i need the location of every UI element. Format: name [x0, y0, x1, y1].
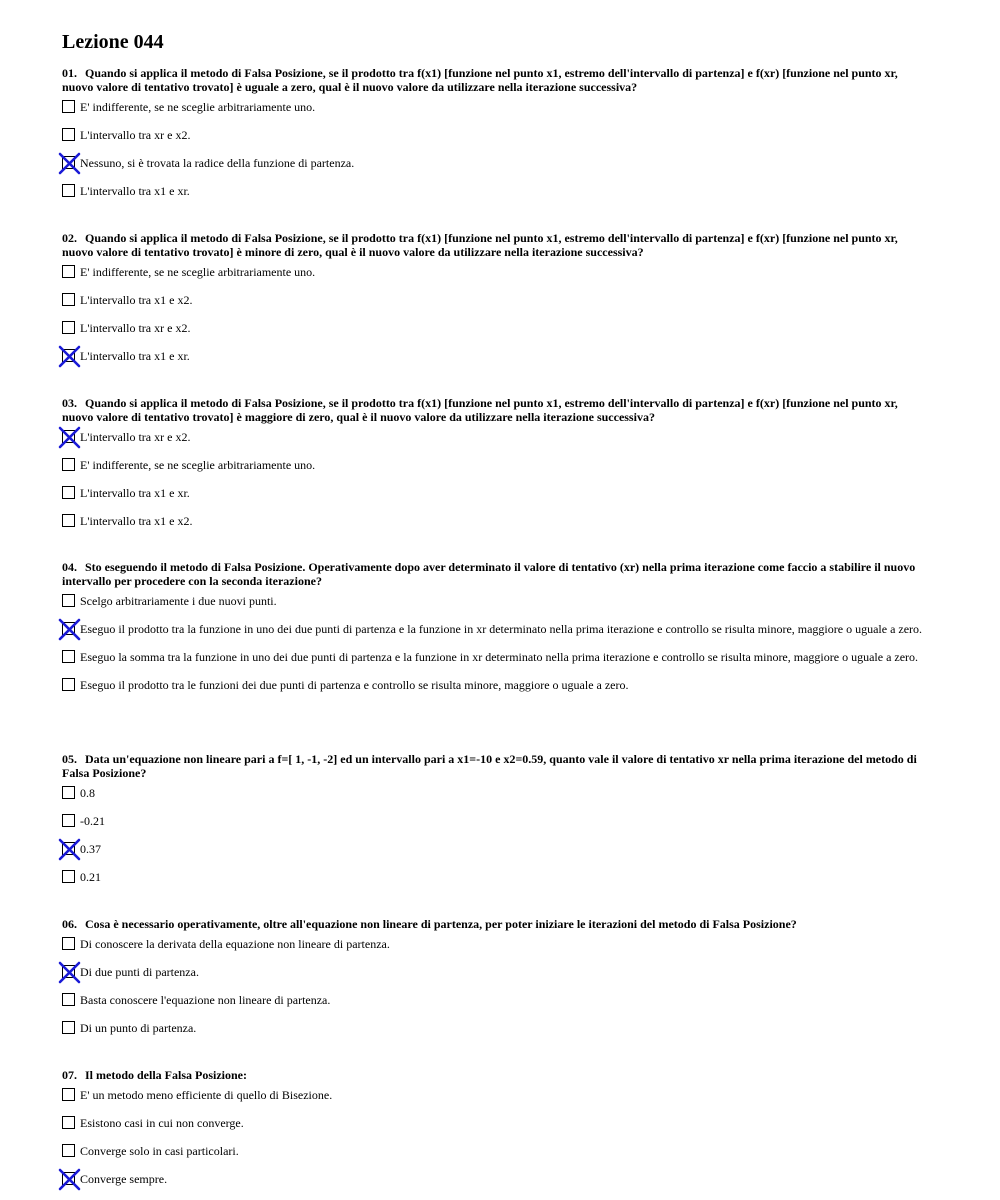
question-block	[62, 752, 932, 898]
answer-label: -0.21	[80, 814, 105, 828]
checked-checkbox[interactable]	[62, 156, 75, 169]
checkbox[interactable]	[62, 594, 75, 607]
x-mark-icon	[59, 427, 80, 448]
answer-option[interactable]	[62, 650, 932, 666]
question-prompt: Data un'equazione non lineare pari a f=[ 1, -1, -2] ed un intervallo pari a x1=-10 e x2=0.59, quanto vale il valore di tentativo xr nella prima iterazione del metodo di Falsa Posizione?	[62, 752, 917, 780]
answer-label: 0.8	[80, 786, 95, 800]
answer-option[interactable]	[62, 458, 932, 474]
answer-options	[62, 1088, 932, 1188]
checkbox[interactable]	[62, 1088, 75, 1101]
x-mark-icon	[59, 962, 80, 983]
checkbox[interactable]	[62, 937, 75, 950]
question-prompt: Quando si applica il metodo di Falsa Posizione, se il prodotto tra f(x1) [funzione nel punto x1, estremo dell'intervallo di partenza] e f(xr) [funzione nel punto xr, nuovo valore di tentativo trovato] è minore di zero, qual è il nuovo valore da utilizzare nella iterazione successiva?	[62, 231, 898, 259]
checkbox[interactable]	[62, 293, 75, 306]
question-prompt: Quando si applica il metodo di Falsa Posizione, se il prodotto tra f(x1) [funzione nel punto x1, estremo dell'intervallo di partenza] e f(xr) [funzione nel punto xr, nuovo valore di tentativo trovato] è maggiore di zero, qual è il nuovo valore da utilizzare nella iterazione successiva?	[62, 396, 898, 424]
question-block	[62, 231, 932, 377]
question-number: 05.	[62, 752, 77, 766]
answer-label: E' un metodo meno efficiente di quello di Bisezione.	[80, 1088, 333, 1102]
checkbox[interactable]	[62, 1021, 75, 1034]
checked-checkbox[interactable]	[62, 622, 75, 635]
checkbox[interactable]	[62, 486, 75, 499]
answer-option[interactable]	[62, 1144, 932, 1160]
checkbox[interactable]	[62, 1116, 75, 1129]
checked-checkbox[interactable]	[62, 1172, 75, 1185]
checkbox[interactable]	[62, 814, 75, 827]
answer-label: L'intervallo tra xr e x2.	[80, 321, 191, 335]
answer-option[interactable]	[62, 814, 932, 830]
checked-checkbox[interactable]	[62, 965, 75, 978]
question-prompt: Sto eseguendo il metodo di Falsa Posizione. Operativamente dopo aver determinato il valore di tentativo (xr) nella prima iterazione come faccio a stabilire il nuovo intervallo per procedere con la seconda iterazione?	[62, 560, 916, 588]
x-mark-icon	[59, 619, 80, 640]
answer-label: Basta conoscere l'equazione non lineare di partenza.	[80, 993, 331, 1007]
answer-label: E' indifferente, se ne sceglie arbitrariamente uno.	[80, 458, 316, 472]
question-number: 03.	[62, 396, 77, 410]
question-number: 06.	[62, 917, 77, 931]
checkbox[interactable]	[62, 458, 75, 471]
answer-label: Eseguo la somma tra la funzione in uno dei due punti di partenza e la funzione in xr determinato nella prima iterazione e controllo se risulta minore, maggiore o uguale a zero.	[80, 650, 919, 664]
x-mark-icon	[59, 1169, 80, 1190]
page-title: Lezione 044	[62, 31, 164, 53]
answer-option[interactable]	[62, 100, 932, 116]
question-prompt: Il metodo della Falsa Posizione:	[85, 1068, 247, 1082]
checked-checkbox[interactable]	[62, 349, 75, 362]
x-mark-icon	[59, 153, 80, 174]
answer-option[interactable]	[62, 594, 932, 610]
checkbox[interactable]	[62, 993, 75, 1006]
answer-label: 0.37	[80, 842, 101, 856]
answer-label: Di due punti di partenza.	[80, 965, 199, 979]
answer-option[interactable]	[62, 786, 932, 802]
answer-option[interactable]	[62, 321, 932, 337]
answer-option[interactable]	[62, 1116, 932, 1132]
answer-option[interactable]	[62, 1172, 932, 1188]
x-mark-icon	[59, 346, 80, 367]
checkbox[interactable]	[62, 100, 75, 113]
answer-option[interactable]	[62, 842, 932, 858]
answer-label: L'intervallo tra x1 e xr.	[80, 486, 190, 500]
checkbox[interactable]	[62, 786, 75, 799]
answer-label: 0.21	[80, 870, 101, 884]
answer-options	[62, 786, 932, 886]
answer-option[interactable]	[62, 349, 932, 365]
answer-option[interactable]	[62, 870, 932, 886]
answer-label: L'intervallo tra x1 e xr.	[80, 349, 190, 363]
checkbox[interactable]	[62, 678, 75, 691]
answer-options	[62, 937, 932, 1037]
answer-label: E' indifferente, se ne sceglie arbitrariamente uno.	[80, 100, 316, 114]
answer-label: L'intervallo tra x1 e x2.	[80, 514, 193, 528]
answer-label: L'intervallo tra xr e x2.	[80, 128, 191, 142]
answer-label: Esistono casi in cui non converge.	[80, 1116, 244, 1130]
answer-options	[62, 430, 932, 530]
answer-label: Eseguo il prodotto tra la funzione in uno dei due punti di partenza e la funzione in xr determinato nella prima iterazione e controllo se risulta minore, maggiore o uguale a zero.	[80, 622, 923, 636]
question-text	[62, 917, 932, 931]
answer-option[interactable]	[62, 184, 932, 200]
question-text	[62, 1068, 932, 1082]
checked-checkbox[interactable]	[62, 842, 75, 855]
answer-option[interactable]	[62, 993, 932, 1009]
question-block	[62, 1068, 932, 1200]
answer-label: Converge sempre.	[80, 1172, 168, 1186]
checkbox[interactable]	[62, 265, 75, 278]
answer-option[interactable]	[62, 430, 932, 446]
checkbox[interactable]	[62, 184, 75, 197]
checkbox[interactable]	[62, 128, 75, 141]
x-mark-icon	[59, 839, 80, 860]
answer-option[interactable]	[62, 156, 932, 172]
question-prompt: Cosa è necessario operativamente, oltre all'equazione non lineare di partenza, per poter iniziare le iterazioni del metodo di Falsa Posizione?	[85, 917, 797, 931]
answer-label: Eseguo il prodotto tra le funzioni dei due punti di partenza e controllo se risulta minore, maggiore o uguale a zero.	[80, 678, 629, 692]
answer-option[interactable]	[62, 486, 932, 502]
answer-label: Di conoscere la derivata della equazione non lineare di partenza.	[80, 937, 390, 951]
answer-label: E' indifferente, se ne sceglie arbitrariamente uno.	[80, 265, 316, 279]
answer-options	[62, 100, 932, 200]
answer-options	[62, 265, 932, 365]
question-text	[62, 396, 932, 424]
question-block	[62, 560, 932, 706]
answer-option[interactable]	[62, 128, 932, 144]
answer-option[interactable]	[62, 265, 932, 281]
answer-option[interactable]	[62, 937, 932, 953]
checkbox[interactable]	[62, 870, 75, 883]
answer-label: Di un punto di partenza.	[80, 1021, 197, 1035]
answer-option[interactable]	[62, 965, 932, 981]
question-prompt: Quando si applica il metodo di Falsa Posizione, se il prodotto tra f(x1) [funzione nel punto x1, estremo dell'intervallo di partenza] e f(xr) [funzione nel punto xr, nuovo valore di tentativo trovato] è uguale a zero, qual è il nuovo valore da utilizzare nella iterazione successiva?	[62, 66, 898, 94]
answer-option[interactable]	[62, 293, 932, 309]
answer-options	[62, 594, 932, 694]
answer-label: L'intervallo tra x1 e xr.	[80, 184, 190, 198]
answer-option[interactable]	[62, 622, 932, 638]
question-block	[62, 396, 932, 542]
checkbox[interactable]	[62, 321, 75, 334]
answer-label: Scelgo arbitrariamente i due nuovi punti.	[80, 594, 277, 608]
question-text	[62, 752, 932, 780]
question-text	[62, 231, 932, 259]
question-block	[62, 66, 932, 212]
question-number: 07.	[62, 1068, 77, 1082]
answer-option[interactable]	[62, 1088, 932, 1104]
answer-label: Nessuno, si è trovata la radice della funzione di partenza.	[80, 156, 355, 170]
answer-option[interactable]	[62, 1021, 932, 1037]
checked-checkbox[interactable]	[62, 430, 75, 443]
question-text	[62, 560, 932, 588]
question-number: 01.	[62, 66, 77, 80]
checkbox[interactable]	[62, 514, 75, 527]
answer-option[interactable]	[62, 678, 932, 694]
answer-label: Converge solo in casi particolari.	[80, 1144, 239, 1158]
question-number: 02.	[62, 231, 77, 245]
checkbox[interactable]	[62, 650, 75, 663]
question-number: 04.	[62, 560, 77, 574]
answer-option[interactable]	[62, 514, 932, 530]
checkbox[interactable]	[62, 1144, 75, 1157]
answer-label: L'intervallo tra xr e x2.	[80, 430, 191, 444]
question-text	[62, 66, 932, 94]
answer-label: L'intervallo tra x1 e x2.	[80, 293, 193, 307]
question-block	[62, 917, 932, 1049]
